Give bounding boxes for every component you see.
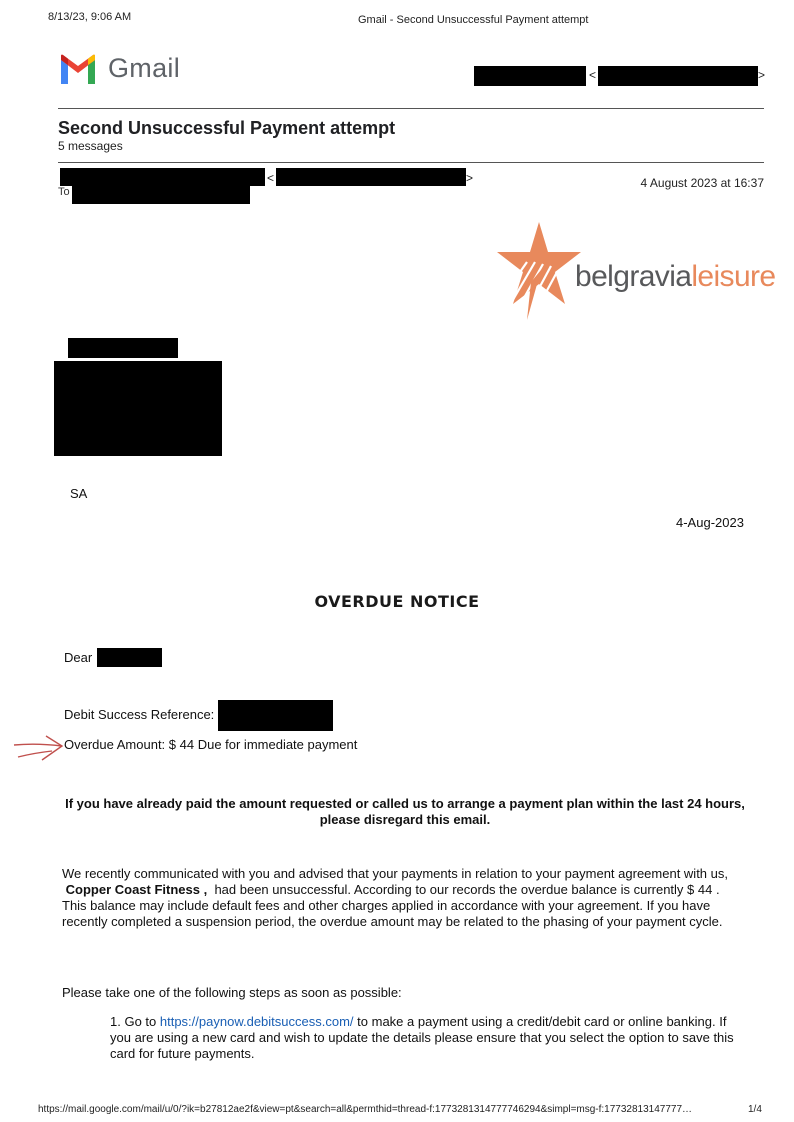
star-icon <box>497 222 581 320</box>
page-number: 1/4 <box>748 1104 762 1115</box>
disregard-notice: If you have already paid the amount requested or called us to arrange a payment plan within the last 24 hours, please disregard this email. <box>65 796 745 827</box>
debit-success-reference-label: Debit Success Reference: <box>64 707 215 722</box>
sender-bracket-open: < <box>267 171 275 185</box>
gmail-logo[interactable] <box>58 53 180 84</box>
brand-word-leisure: leisure <box>691 260 776 293</box>
brand-word-belgravia: belgravia <box>575 260 692 293</box>
gmail-m-icon <box>58 54 98 84</box>
overdue-explanation-paragraph <box>62 866 746 930</box>
header-divider <box>58 108 764 109</box>
steps-intro: Please take one of the following steps as soon as possible: <box>62 985 402 1000</box>
thread-divider <box>58 162 764 163</box>
message-date: 4 August 2023 at 16:37 <box>640 176 764 190</box>
belgravia-leisure-logo <box>497 222 776 320</box>
thread-subject: Second Unsuccessful Payment attempt <box>58 118 396 138</box>
redacted-sender-email <box>276 168 466 186</box>
redacted-account-email <box>598 66 758 86</box>
business-name: Copper Coast Fitness , <box>65 882 208 897</box>
overdue-amount: Overdue Amount: $ 44 Due for immediate payment <box>64 737 358 752</box>
paragraph-text-part2: had been unsuccessful. According to our records the overdue balance is currently $ 44 . This balance may include default fees and other charges applied in accordance with your agreement. If you have recently completed a suspension period, the overdue amount may be related to the phasing of your payment cycle. <box>62 882 723 929</box>
redacted-sender-name <box>60 168 265 186</box>
handwritten-arrow-annotation <box>12 733 64 763</box>
step-1 <box>110 1014 748 1062</box>
to-label: To <box>58 186 70 198</box>
account-bracket-open: < <box>589 68 597 82</box>
paragraph-text-part1: We recently communicated with you and advised that your payments in relation to your payment agreement with us, <box>62 866 728 881</box>
print-datetime: 8/13/23, 9:06 AM <box>48 11 132 23</box>
address-state: SA <box>70 486 88 501</box>
redacted-address-block <box>54 361 222 456</box>
account-bracket-close: > <box>758 68 766 82</box>
redacted-recipient <box>72 186 250 204</box>
paynow-link[interactable]: https://paynow.debitsuccess.com/ <box>159 1014 354 1029</box>
redacted-reference-number <box>218 700 333 731</box>
redacted-addressee-name <box>68 338 178 358</box>
redacted-account-name <box>474 66 586 86</box>
letter-date: 4-Aug-2023 <box>676 515 744 530</box>
step-1-text: to make a payment using a credit/debit card or online banking. If you are using a new card and wish to update the details please ensure that you select the option to save this card for future payments. <box>110 1014 734 1061</box>
step-1-prefix: 1. Go to <box>110 1014 157 1029</box>
footer-url: https://mail.google.com/mail/u/0/?ik=b27812ae2f&view=pt&search=all&permthid=thread-f:1773281314777746294&simpl=msg-f:17732813147777… <box>38 1104 693 1115</box>
print-page-title: Gmail - Second Unsuccessful Payment attempt <box>358 14 589 26</box>
redacted-customer-name <box>97 648 162 667</box>
salutation: Dear <box>64 650 93 665</box>
message-count: 5 messages <box>58 139 123 153</box>
gmail-wordmark: Gmail <box>108 53 181 83</box>
overdue-notice-heading: OVERDUE NOTICE <box>314 592 480 611</box>
brand-wordmark <box>575 260 776 294</box>
sender-bracket-close: > <box>466 171 474 185</box>
